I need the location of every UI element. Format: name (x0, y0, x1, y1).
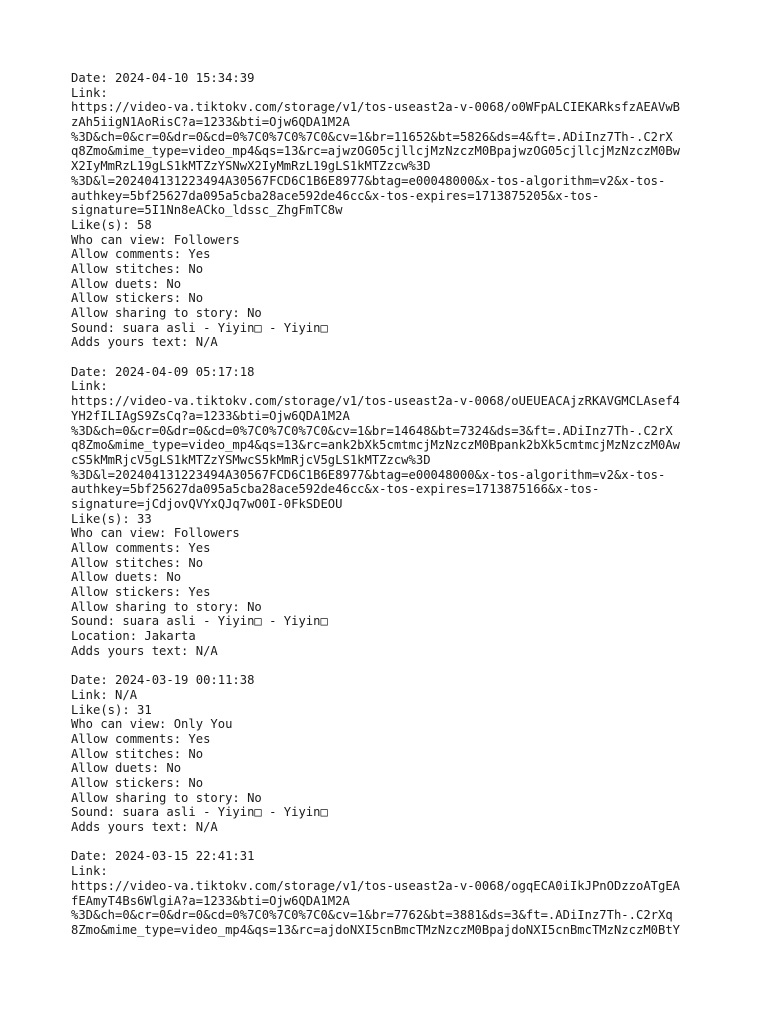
post-link-line[interactable]: authkey=5bf25627da095a5cba28ace592de46cc&x-tos-expires=1713875166&x-tos- (71, 482, 600, 497)
post-allow-duets: Allow duets: No (71, 761, 182, 776)
post-link-label: Link: (71, 864, 108, 879)
post-link-label: Link: (71, 379, 108, 394)
post-allow-stitches: Allow stitches: No (71, 555, 204, 570)
post-allow-sharing: Allow sharing to story: No (71, 599, 262, 614)
post-allow-comments: Allow comments: Yes (71, 731, 211, 746)
post-allow-stickers: Allow stickers: Yes (71, 585, 211, 600)
post-adds-yours: Adds yours text: N/A (71, 643, 218, 658)
post-link-line[interactable]: cS5kMmRjcV5gLS1kMTZzYSMwcS5kMmRjcV5gLS1kMTZzcw%3D (71, 452, 431, 467)
post-link-line[interactable]: authkey=5bf25627da095a5cba28ace592de46cc&x-tos-expires=1713875205&x-tos- (71, 188, 600, 203)
post-entry (71, 365, 711, 659)
post-sound: Sound: suara asli - Yiyin□ - Yiyin□ (71, 805, 328, 820)
post-visibility: Who can view: Followers (71, 526, 240, 541)
post-entry (71, 849, 711, 937)
post-likes: Like(s): 33 (71, 511, 152, 526)
post-likes: Like(s): 58 (71, 217, 152, 232)
post-link-line[interactable]: https://video-va.tiktokv.com/storage/v1/tos-useast2a-v-0068/o0WFpALCIEKARksfzAEAVwB (71, 100, 681, 115)
post-allow-stitches: Allow stitches: No (71, 746, 204, 761)
post-link-line[interactable]: YH2fILIAgS9ZsCq?a=1233&bti=Ojw6QDA1M2A (71, 408, 350, 423)
post-link-line[interactable]: %3D&l=202404131223494A30567FCD6C1B6E8977&btag=e00048000&x-tos-algorithm=v2&x-tos- (71, 173, 666, 188)
post-link-line[interactable]: q8Zmo&mime_type=video_mp4&qs=13&rc=ank2bXk5cmtmcjMzNzczM0Bpank2bXk5cmtmcjMzNzczM0Aw (71, 438, 681, 453)
post-date: Date: 2024-03-15 22:41:31 (71, 849, 255, 864)
post-date: Date: 2024-03-19 00:11:38 (71, 673, 255, 688)
post-link-line[interactable]: %3D&ch=0&cr=0&dr=0&cd=0%7C0%7C0%7C0&cv=1&br=11652&bt=5826&ds=4&ft=.ADiInz7Th-.C2rX (71, 129, 673, 144)
post-allow-comments: Allow comments: Yes (71, 541, 211, 555)
post-allow-sharing: Allow sharing to story: No (71, 306, 262, 320)
post-entry (71, 71, 711, 350)
post-sound: Sound: suara asli - Yiyin□ - Yiyin□ (71, 614, 328, 629)
post-link-line[interactable]: %3D&ch=0&cr=0&dr=0&cd=0%7C0%7C0%7C0&cv=1&br=7762&bt=3881&ds=3&ft=.ADiInz7Th-.C2rXq (71, 908, 673, 923)
post-adds-yours: Adds yours text: N/A (71, 820, 218, 835)
document-page (71, 71, 711, 952)
post-link-line[interactable]: https://video-va.tiktokv.com/storage/v1/tos-useast2a-v-0068/ogqECA0iIkJPnODzzoATgEA (71, 878, 681, 893)
post-adds-yours: Adds yours text: N/A (71, 335, 218, 350)
post-allow-duets: Allow duets: No (71, 276, 182, 291)
post-link-label: Link: N/A (71, 687, 138, 702)
post-allow-stitches: Allow stitches: No (71, 261, 204, 276)
post-location: Location: Jakarta (71, 629, 196, 644)
post-link-line[interactable]: signature=jCdjovQVYxQJq7wO0I-0FkSDEOU (71, 496, 343, 511)
post-date: Date: 2024-04-10 15:34:39 (71, 71, 255, 85)
post-sound: Sound: suara asli - Yiyin□ - Yiyin□ (71, 320, 328, 335)
post-allow-comments: Allow comments: Yes (71, 247, 211, 262)
post-allow-sharing: Allow sharing to story: No (71, 790, 262, 805)
post-link-line[interactable]: 8Zmo&mime_type=video_mp4&qs=13&rc=ajdoNXI5cnBmcTMzNzczM0BpajdoNXI5cnBmcTMzNzczM0BtY (71, 922, 681, 937)
post-allow-stickers: Allow stickers: No (71, 291, 204, 306)
post-link-line[interactable]: %3D&ch=0&cr=0&dr=0&cd=0%7C0%7C0%7C0&cv=1&br=14648&bt=7324&ds=3&ft=.ADiInz7Th-.C2rX (71, 423, 673, 438)
post-link-line[interactable]: X2IyMmRzL19gLS1kMTZzYSNwX2IyMmRzL19gLS1kMTZzcw%3D (71, 159, 431, 174)
post-entry (71, 673, 711, 835)
post-link-line[interactable]: signature=5I1Nn8eACko_ldssc_ZhgFmTC8w (71, 203, 343, 218)
post-allow-stickers: Allow stickers: No (71, 776, 204, 790)
post-allow-duets: Allow duets: No (71, 570, 182, 585)
post-visibility: Who can view: Only You (71, 717, 233, 732)
post-link-line[interactable]: %3D&l=202404131223494A30567FCD6C1B6E8977&btag=e00048000&x-tos-algorithm=v2&x-tos- (71, 467, 666, 482)
post-date: Date: 2024-04-09 05:17:18 (71, 364, 255, 379)
post-link-line[interactable]: q8Zmo&mime_type=video_mp4&qs=13&rc=ajwzOG05cjllcjMzNzczM0BpajwzOG05cjllcjMzNzczM0Bw (71, 144, 681, 159)
post-link-label: Link: (71, 85, 108, 100)
post-visibility: Who can view: Followers (71, 232, 240, 247)
post-link-line[interactable]: https://video-va.tiktokv.com/storage/v1/tos-useast2a-v-0068/oUEUEACAjzRKAVGMCLAsef4 (71, 394, 681, 409)
post-link-line[interactable]: zAh5iigN1AoRisC?a=1233&bti=Ojw6QDA1M2A (71, 115, 350, 130)
post-link-line[interactable]: fEAmyT4Bs6WlgiA?a=1233&bti=Ojw6QDA1M2A (71, 893, 350, 908)
post-likes: Like(s): 31 (71, 702, 152, 717)
